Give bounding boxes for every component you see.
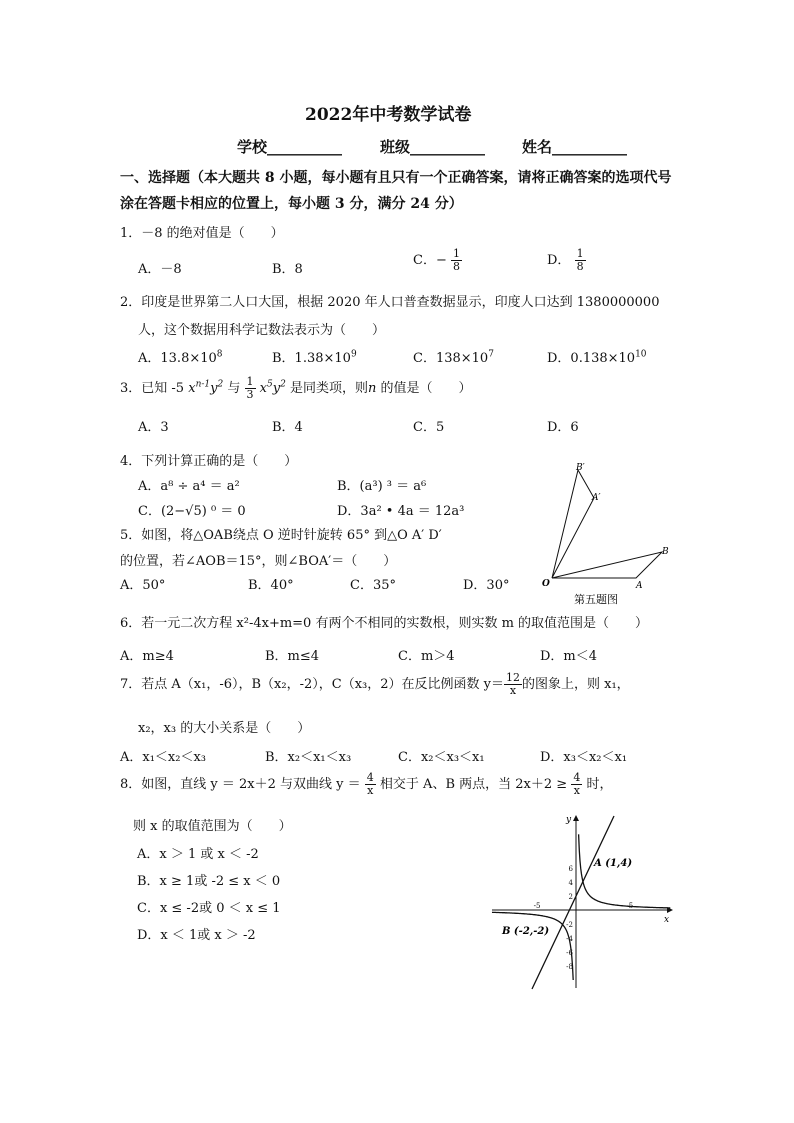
q2-a-exponent: 8 bbox=[216, 349, 223, 360]
q7-stem-b: 的图象上，则 x₁， bbox=[522, 677, 630, 692]
y-tick-neg4: -4 bbox=[566, 935, 573, 943]
q5-option-b: B．40° bbox=[248, 578, 294, 593]
q2-d-base: D．0.138×10 bbox=[547, 351, 636, 366]
q1-option-d bbox=[547, 248, 586, 273]
y-tick-neg8: -8 bbox=[566, 963, 573, 971]
q1-d-denominator: 8 bbox=[576, 260, 584, 273]
q3-term1: $x^{n-1}y^2$ bbox=[188, 379, 224, 396]
y-tick-2: 2 bbox=[568, 893, 573, 901]
q6-option-c: C．m＞4 bbox=[398, 649, 455, 664]
q8-frac2-denominator: x bbox=[573, 784, 580, 797]
q8-frac1-denominator: x bbox=[367, 784, 374, 797]
q4-option-b: B．(a³) ³ ＝ a⁶ bbox=[337, 479, 427, 494]
label-b-prime: B′ bbox=[576, 463, 585, 473]
q1-option-d-fraction bbox=[575, 248, 586, 273]
q3-stem bbox=[120, 376, 472, 401]
q1-option-a: A．－8 bbox=[138, 262, 182, 277]
q4-stem: 4．下列计算正确的是（ ） bbox=[120, 454, 298, 469]
q2-line2: 人，这个数据用科学记数法表示为（ ） bbox=[138, 323, 386, 338]
q7-line2: x₂，x₃ 的大小关系是（ ） bbox=[138, 721, 311, 736]
q2-b-base: B．1.38×10 bbox=[272, 351, 351, 366]
y-tick-neg6: -6 bbox=[566, 949, 573, 957]
q6-option-d: D．m＜4 bbox=[540, 649, 598, 664]
q5-line2: 的位置，若∠AOB＝15°，则∠BOA′＝（ ） bbox=[120, 554, 397, 569]
triangle-oab bbox=[552, 552, 662, 578]
q5-option-a: A．50° bbox=[120, 578, 166, 593]
hyperbola-branch-1 bbox=[579, 834, 671, 908]
q3-frac-denominator: 3 bbox=[246, 388, 254, 401]
q1-option-d-prefix: D． bbox=[547, 253, 571, 268]
q3-term2: $x^5y^2$ bbox=[259, 379, 286, 396]
section-heading-line1: 一、选择题（本大题共 8 小题，每小题有且只有一个正确答案，请将正确答案的选项代号 bbox=[120, 170, 672, 186]
q7-fraction bbox=[504, 672, 522, 697]
point-a-label: A (1,4) bbox=[594, 858, 633, 869]
hyperbola-branch-2 bbox=[492, 912, 573, 980]
q8-graph bbox=[490, 810, 680, 995]
q8-line1 bbox=[120, 772, 612, 797]
q2-line1: 2．印度是世界第二人口大国，根据 2020 年人口普查数据显示，印度人口达到 1380000000 bbox=[120, 295, 660, 310]
class-field: 班级__________ bbox=[380, 138, 486, 156]
q2-option-d bbox=[547, 347, 647, 366]
q8-option-c: C．x ≤ -2或 0 ＜ x ≤ 1 bbox=[137, 901, 281, 916]
y-tick-neg2: -2 bbox=[566, 921, 573, 929]
q3-option-b: B．4 bbox=[272, 420, 303, 435]
q3-stem-a: 3．已知 -5 bbox=[120, 381, 185, 396]
q8-line2: 则 x 的取值范围为（ ） bbox=[133, 819, 292, 834]
q8-option-a: A．x ＞ 1 或 x ＜ -2 bbox=[137, 847, 259, 862]
q5-figure bbox=[538, 460, 678, 610]
q6-stem: 6．若一元二次方程 x²-4x+m=0 有两个不相同的实数根，则实数 m 的取值范围是（ ） bbox=[120, 616, 649, 631]
q2-a-base: A．13.8×10 bbox=[138, 351, 217, 366]
q8-stem-b: 相交于 A、B 两点，当 2x＋2 ≥ bbox=[379, 777, 568, 792]
q2-option-a bbox=[138, 347, 223, 366]
q3-fraction bbox=[245, 376, 256, 401]
q2-c-base: C．138×10 bbox=[413, 351, 489, 366]
q7-option-d: D．x₃＜x₂＜x₁ bbox=[540, 750, 628, 765]
q2-option-b bbox=[272, 347, 357, 366]
q8-fraction-2 bbox=[571, 772, 582, 797]
triangle-oa2b2 bbox=[552, 470, 594, 578]
y-tick-4: 4 bbox=[568, 879, 573, 887]
q1-option-c bbox=[413, 248, 462, 273]
y-axis-label: y bbox=[566, 815, 572, 825]
q1-d-numerator: 1 bbox=[576, 247, 584, 260]
q4-option-a: A．a⁸ ÷ a⁴ ＝ a² bbox=[138, 479, 240, 494]
x-tick-5: 5 bbox=[628, 902, 634, 910]
q8-stem-a: 8．如图，直线 y ＝ 2x＋2 与双曲线 y ＝ bbox=[120, 777, 361, 792]
name-field: 姓名__________ bbox=[522, 138, 628, 156]
q8-option-b: B．x ≥ 1或 -2 ≤ x ＜ 0 bbox=[137, 874, 281, 889]
q7-option-a: A．x₁＜x₂＜x₃ bbox=[120, 750, 207, 765]
q1-stem: 1．－8 的绝对值是（ ） bbox=[120, 226, 284, 241]
q4-option-c: C．(2−√5) ⁰ ＝ 0 bbox=[138, 504, 246, 519]
school-field: 学校__________ bbox=[237, 138, 343, 156]
q6-option-b: B．m≤4 bbox=[265, 649, 320, 664]
q6-option-a: A．m≥4 bbox=[120, 649, 174, 664]
q7-stem-a: 7．若点 A（x₁，-6），B（x₂，-2），C（x₃，2）在反比例函数 y＝ bbox=[120, 677, 504, 692]
q5-option-c: C．35° bbox=[350, 578, 396, 593]
q3-option-d: D．6 bbox=[547, 420, 579, 435]
q3-option-c: C．5 bbox=[413, 420, 445, 435]
q5-line1: 5．如图，将△OAB绕点 O 逆时针旋转 65° 到△O A′ D′ bbox=[120, 528, 442, 543]
q8-fraction-1 bbox=[365, 772, 376, 797]
q1-option-b: B．8 bbox=[272, 262, 303, 277]
q3-stem-b: 与 bbox=[227, 381, 241, 396]
q7-option-c: C．x₂＜x₃＜x₁ bbox=[398, 750, 485, 765]
q7-frac-denominator: x bbox=[509, 684, 517, 697]
section-heading-line2: 涂在答题卡相应的位置上，每小题 3 分，满分 24 分） bbox=[120, 196, 463, 212]
q8-option-d: D．x ＜ 1或 x ＞ -2 bbox=[137, 928, 256, 943]
q1-c-denominator: 8 bbox=[452, 260, 460, 273]
q3-var-n: n bbox=[368, 381, 377, 396]
point-b-label: B (-2,-2) bbox=[502, 926, 550, 937]
label-o: O bbox=[542, 579, 550, 589]
x-axis-label: x bbox=[664, 915, 670, 925]
label-a-prime: A′ bbox=[592, 493, 601, 503]
exam-title: 2022年中考数学试卷 bbox=[305, 105, 472, 125]
q7-frac-numerator: 12 bbox=[506, 671, 520, 684]
q1-option-c-prefix: C．− bbox=[413, 253, 447, 268]
q8-stem-c: 时， bbox=[586, 777, 613, 792]
q1-c-numerator: 1 bbox=[452, 247, 460, 260]
q3-option-a: A．3 bbox=[138, 420, 169, 435]
q3-stem-d: 的值是（ ） bbox=[380, 381, 472, 396]
x-tick-neg5: -5 bbox=[533, 902, 541, 910]
q2-b-exponent: 9 bbox=[350, 349, 357, 360]
q4-option-d: D．3a² • 4a ＝ 12a³ bbox=[337, 504, 465, 519]
label-a: A bbox=[636, 581, 643, 591]
q8-frac1-numerator: 4 bbox=[366, 771, 374, 784]
q1-option-c-fraction bbox=[451, 248, 462, 273]
q8-frac2-numerator: 4 bbox=[573, 771, 581, 784]
figure-caption: 第五题图 bbox=[574, 593, 618, 606]
q2-d-exponent: 10 bbox=[635, 349, 647, 360]
label-b: B bbox=[662, 547, 669, 557]
q7-line1 bbox=[120, 672, 630, 697]
q5-option-d: D．30° bbox=[463, 578, 510, 593]
q7-option-b: B．x₂＜x₁＜x₃ bbox=[265, 750, 352, 765]
q3-frac-numerator: 1 bbox=[246, 375, 254, 388]
q3-stem-c: 是同类项，则 bbox=[289, 381, 368, 396]
q2-c-exponent: 7 bbox=[488, 349, 494, 360]
y-tick-6: 6 bbox=[568, 865, 573, 873]
q2-option-c bbox=[413, 347, 494, 366]
